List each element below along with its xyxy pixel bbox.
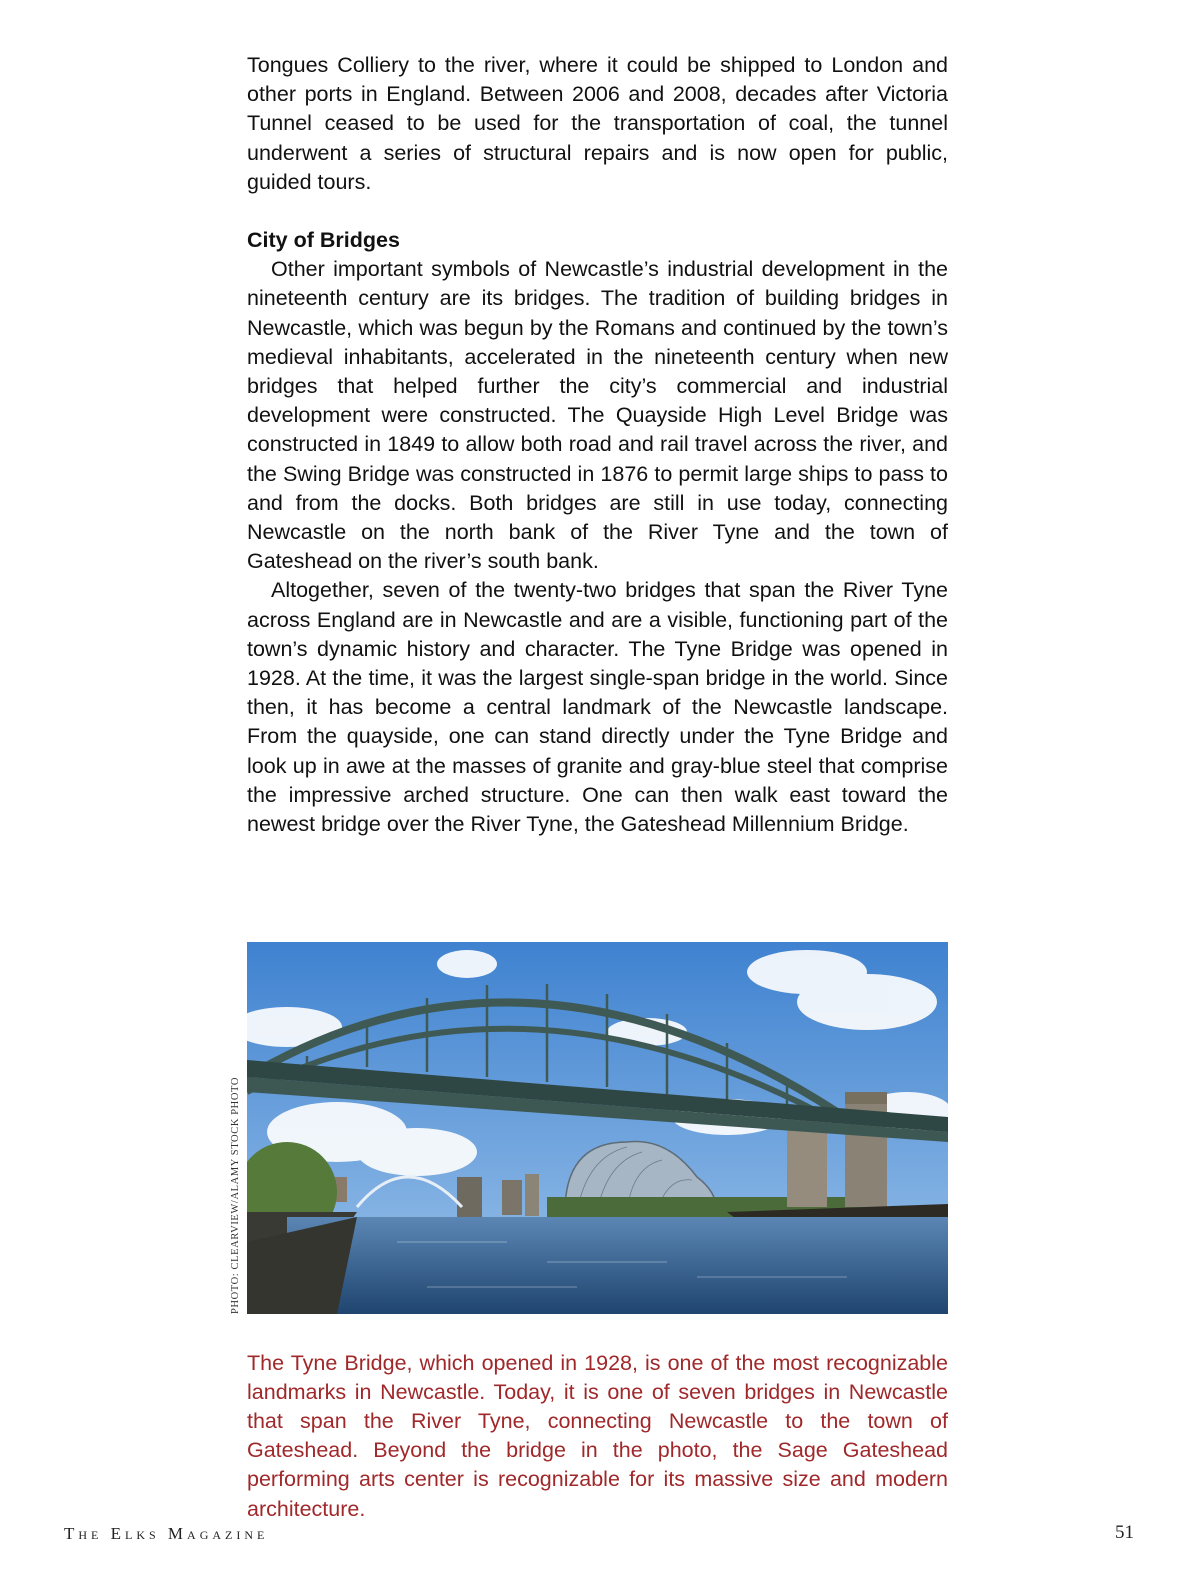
article-body <box>247 51 948 839</box>
photo-caption: The Tyne Bridge, which opened in 1928, is one of the most recognizable landmarks in Newcastle. Today, it is one of seven bridges in Newcastle that span the River Tyne, connecting Newcastle to the town of Gateshead. Beyond the bridge in the photo, the Sage Gateshead performing arts center is recognizable for its massive size and modern architecture. <box>247 1350 948 1521</box>
magazine-name: The Elks Magazine <box>64 1524 269 1543</box>
section-heading: City of Bridges <box>247 228 400 253</box>
page-number: 51 <box>1115 1522 1134 1543</box>
article-paragraph: Other important symbols of Newcastle’s industrial development in the nineteenth century are its bridges. The tradition of building bridges in Newcastle, which was begun by the Romans and continued by the town’s medieval inhabitants, accelerated in the nineteenth century when new bridges that helped further the city’s commercial and industrial development were constructed. The Quayside High Level Bridge was constructed in 1849 to allow both road and rail travel across the river, and the Swing Bridge was constructed in 1876 to permit large ships to pass to and from the docks. Both bridges are still in use today, connecting Newcastle on the north bank of the River Tyne and the town of Gateshead on the river’s south bank. <box>247 257 948 574</box>
tyne-bridge-illustration <box>247 942 948 1314</box>
article-paragraph: Altogether, seven of the twenty-two bridges that span the River Tyne across England are in Newcastle and are a visible, functioning part of the town’s dynamic history and character. The Tyne Bridge was opened in 1928. At the time, it was the largest single-span bridge in the world. Since then, it has become a central landmark of the Newcastle landscape. From the quayside, one can stand directly under the Tyne Bridge and look up in awe at the masses of granite and gray-blue steel that comprise the impressive arched structure. One can then walk east toward the newest bridge over the River Tyne, the Gateshead Millennium Bridge. <box>247 578 948 837</box>
paragraph-spacer <box>247 197 948 226</box>
photo-credit: PHOTO: CLEARVIEW/ALAMY STOCK PHOTO <box>230 1076 241 1314</box>
tyne-bridge-photo <box>247 942 948 1314</box>
intro-paragraph: Tongues Colliery to the river, where it could be shipped to London and other ports in England. Between 2006 and 2008, decades after Victoria Tunnel ceased to be used for the transportation of coal, the tunnel underwent a series of structural repairs and is now open for public, guided tours. <box>247 53 948 194</box>
river-tyne <box>287 1217 948 1314</box>
